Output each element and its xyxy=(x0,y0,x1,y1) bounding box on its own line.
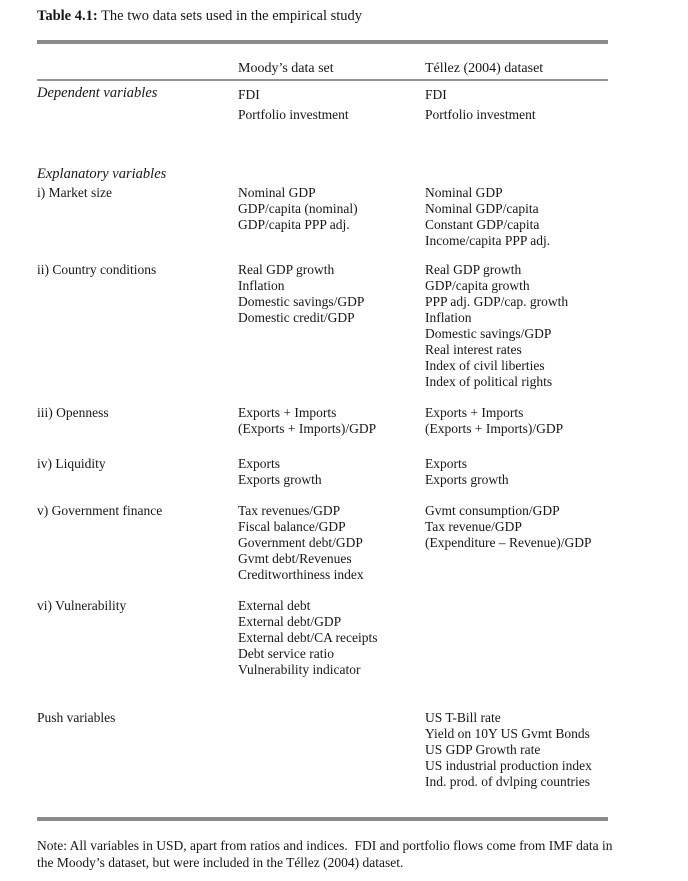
variable-item: Gvmt consumption/GDP xyxy=(425,503,560,518)
table-rule-header xyxy=(37,79,608,81)
moodys-cell xyxy=(238,456,425,488)
variable-item: FDI xyxy=(425,87,447,102)
table-section-market-size xyxy=(37,185,658,249)
moodys-cell xyxy=(238,503,425,583)
table-section-vulnerability xyxy=(37,598,658,678)
tellez-cell xyxy=(425,262,608,390)
variable-item: Real interest rates xyxy=(425,342,522,357)
variable-item: FDI xyxy=(238,87,260,102)
section-label: i) Market size xyxy=(37,185,112,200)
section-label: iii) Openness xyxy=(37,405,109,420)
variable-item: Exports xyxy=(238,456,280,471)
note-line-1: Note: All variables in USD, apart from ratios and indices. FDI and portfolio flows come from IMF data in xyxy=(37,838,613,853)
variable-item: Exports xyxy=(425,456,467,471)
variable-item: External debt/GDP xyxy=(238,614,342,629)
page-title xyxy=(37,8,658,25)
variable-item: Portfolio investment xyxy=(238,107,349,122)
variable-item: External debt/CA receipts xyxy=(238,630,378,645)
variable-item: Tax revenue/GDP xyxy=(425,519,522,534)
section-label: Dependent variables xyxy=(37,85,158,101)
variable-item: Fiscal balance/GDP xyxy=(238,519,346,534)
tellez-cell xyxy=(425,405,608,437)
variable-item: Domestic credit/GDP xyxy=(238,310,355,325)
tellez-cell xyxy=(425,710,608,790)
variable-item: PPP adj. GDP/cap. growth xyxy=(425,294,569,309)
tellez-cell xyxy=(425,85,608,125)
column-header-row xyxy=(37,61,658,77)
variable-item: US GDP Growth rate xyxy=(425,742,541,757)
variable-item: Debt service ratio xyxy=(238,646,334,661)
table-section-push-variables xyxy=(37,710,658,790)
variable-item: US T-Bill rate xyxy=(425,710,501,725)
variable-item: Index of civil liberties xyxy=(425,358,545,373)
variable-item: Tax revenues/GDP xyxy=(238,503,341,518)
variable-item: External debt xyxy=(238,598,311,613)
variable-item: Ind. prod. of dvlping countries xyxy=(425,774,590,789)
moodys-cell xyxy=(238,85,425,125)
section-label: iv) Liquidity xyxy=(37,456,106,471)
variable-item: Domestic savings/GDP xyxy=(425,326,552,341)
variable-item: Exports + Imports xyxy=(238,405,337,420)
variable-item: Nominal GDP xyxy=(425,185,503,200)
tellez-cell xyxy=(425,503,608,551)
variable-item: Government debt/GDP xyxy=(238,535,363,550)
moodys-cell xyxy=(238,405,425,437)
variable-item: Index of political rights xyxy=(425,374,553,389)
moodys-cell xyxy=(238,262,425,326)
note-line-2: the Moody’s dataset, but were included in the Téllez (2004) dataset. xyxy=(37,855,404,870)
moodys-cell xyxy=(238,598,425,678)
variable-item: Yield on 10Y US Gvmt Bonds xyxy=(425,726,590,741)
variable-item: Real GDP growth xyxy=(425,262,522,277)
section-label: Push variables xyxy=(37,710,116,725)
tellez-cell xyxy=(425,185,608,249)
table-title-text: The two data sets used in the empirical study xyxy=(101,8,363,24)
table-note xyxy=(37,837,658,871)
variable-item: Exports growth xyxy=(238,472,322,487)
column-header-tellez: Téllez (2004) dataset xyxy=(425,61,544,76)
moodys-cell xyxy=(238,185,425,233)
tellez-cell xyxy=(425,456,608,488)
table-section-liquidity xyxy=(37,456,658,488)
variable-item: GDP/capita (nominal) xyxy=(238,201,358,216)
variable-item: Constant GDP/capita xyxy=(425,217,540,232)
variable-item: Nominal GDP xyxy=(238,185,316,200)
variable-item: Gvmt debt/Revenues xyxy=(238,551,352,566)
variable-item: Portfolio investment xyxy=(425,107,536,122)
variable-item: (Exports + Imports)/GDP xyxy=(238,421,377,436)
variable-item: GDP/capita growth xyxy=(425,278,530,293)
table-section-openness xyxy=(37,405,658,437)
column-header-moodys: Moody’s data set xyxy=(238,61,334,76)
table-section-country-conditions xyxy=(37,262,658,390)
table-section-government-finance xyxy=(37,503,658,583)
section-label: v) Government finance xyxy=(37,503,163,518)
variable-item: Exports + Imports xyxy=(425,405,524,420)
variable-item: Domestic savings/GDP xyxy=(238,294,365,309)
variable-item: Real GDP growth xyxy=(238,262,335,277)
variable-item: Inflation xyxy=(238,278,285,293)
variable-item: (Expenditure – Revenue)/GDP xyxy=(425,535,592,550)
table-rule-bottom xyxy=(37,817,608,821)
table-section-dependent-variables xyxy=(37,85,658,125)
variable-item: Exports growth xyxy=(425,472,509,487)
variable-item: Inflation xyxy=(425,310,472,325)
variable-item: Nominal GDP/capita xyxy=(425,201,539,216)
variable-item: US industrial production index xyxy=(425,758,592,773)
section-label: ii) Country conditions xyxy=(37,262,157,277)
variable-item: Income/capita PPP adj. xyxy=(425,233,551,248)
variable-item: (Exports + Imports)/GDP xyxy=(425,421,564,436)
variable-item: Vulnerability indicator xyxy=(238,662,361,677)
table-rule-top xyxy=(37,40,608,44)
table-number-label: Table 4.1: xyxy=(37,8,98,24)
variable-item: Creditworthiness index xyxy=(238,567,364,582)
variable-item: GDP/capita PPP adj. xyxy=(238,217,350,232)
section-label: vi) Vulnerability xyxy=(37,598,127,613)
section-label-explanatory-variables: Explanatory variables xyxy=(37,166,167,182)
